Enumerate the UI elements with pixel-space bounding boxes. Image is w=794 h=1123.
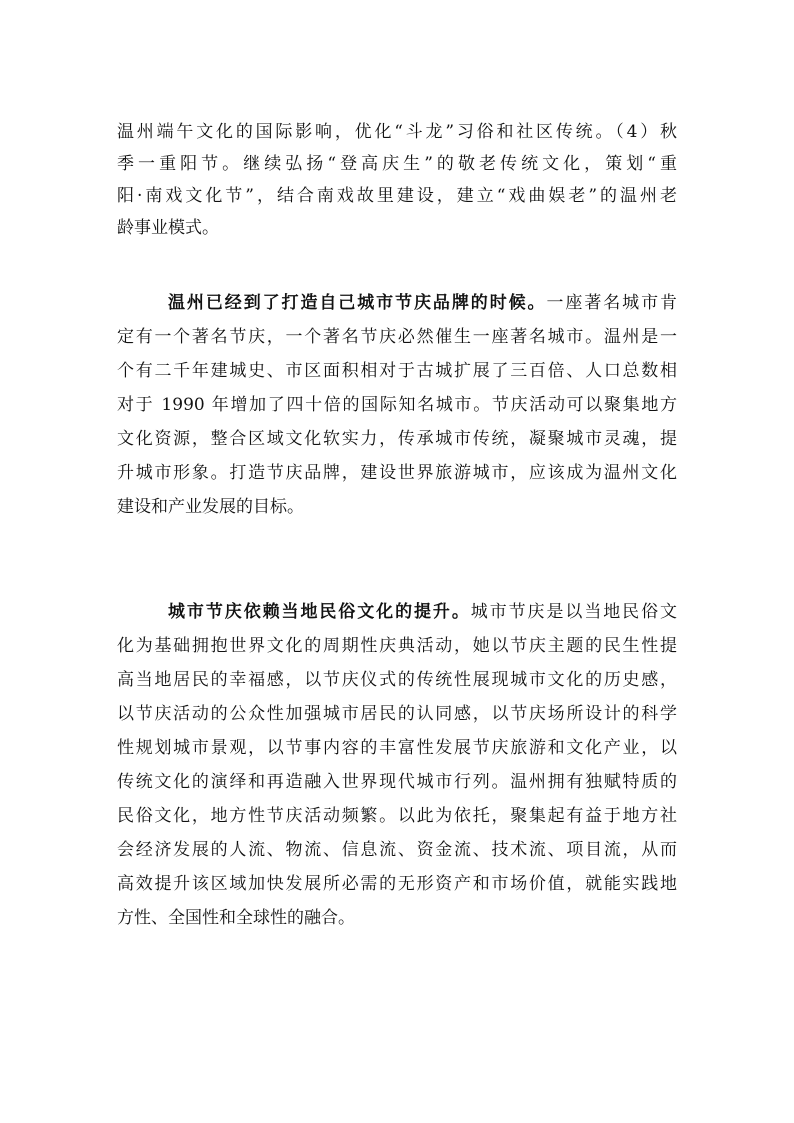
text-line: 阳·南戏文化节”，结合南戏故里建设，建立“戏曲娱老”的温州老 [117,186,677,206]
paragraph-first-line-rest: 一座著名城市肯 [546,293,678,313]
paragraph-lead-sentence: 城市节庆依赖当地民俗文化的提升。 [168,602,471,622]
text-line: 方性、全国性和全球性的融合。 [117,908,355,928]
text-line: 季一重阳节。继续弘扬“登高庆生”的敬老传统文化，策划“重 [117,154,677,174]
text-line [168,597,677,627]
text-line: 以节庆活动的公众性加强城市居民的认同感，以节庆场所设计的科学 [117,704,677,724]
text-line: 个有二千年建城史、市区面积相对于古城扩展了三百倍、人口总数相 [117,361,677,381]
text-line: 性规划城市景观，以节事内容的丰富性发展节庆旅游和文化产业，以 [117,738,677,758]
text-line: 高当地居民的幸福感，以节庆仪式的传统性展现城市文化的历史感， [117,670,677,690]
text-line [168,288,677,318]
text-line: 建设和产业发展的目标。 [117,497,304,517]
text-line: 高效提升该区域加快发展所必需的无形资产和市场价值，就能实践地 [117,874,677,894]
text-line: 传统文化的演绎和再造融入世界现代城市行列。温州拥有独赋特质的 [117,772,677,792]
text-line: 民俗文化，地方性节庆活动频繁。以此为依托，聚集起有益于地方社 [117,806,677,826]
text-line: 文化资源，整合区域文化软实力，传承城市传统，凝聚城市灵魂，提 [117,429,677,449]
text-line: 升城市形象。打造节庆品牌，建设世界旅游城市，应该成为温州文化 [117,463,677,483]
text-line: 龄事业模式。 [117,218,219,238]
paragraph-first-line-rest: 城市节庆是以当地民俗文 [470,602,678,622]
text-line: 温州端午文化的国际影响，优化“斗龙”习俗和社区传统。（4）秋 [117,122,677,142]
text-line: 定有一个著名节庆，一个著名节庆必然催生一座著名城市。温州是一 [117,327,677,347]
paragraph-lead-sentence: 温州已经到了打造自己城市节庆品牌的时候。 [168,293,547,313]
text-line: 化为基础拥抱世界文化的周期性庆典活动，她以节庆主题的民生性提 [117,636,677,656]
text-line: 会经济发展的人流、物流、信息流、资金流、技术流、项目流，从而 [117,840,677,860]
text-line: 对于 1990 年增加了四十倍的国际知名城市。节庆活动可以聚集地方 [117,395,677,415]
